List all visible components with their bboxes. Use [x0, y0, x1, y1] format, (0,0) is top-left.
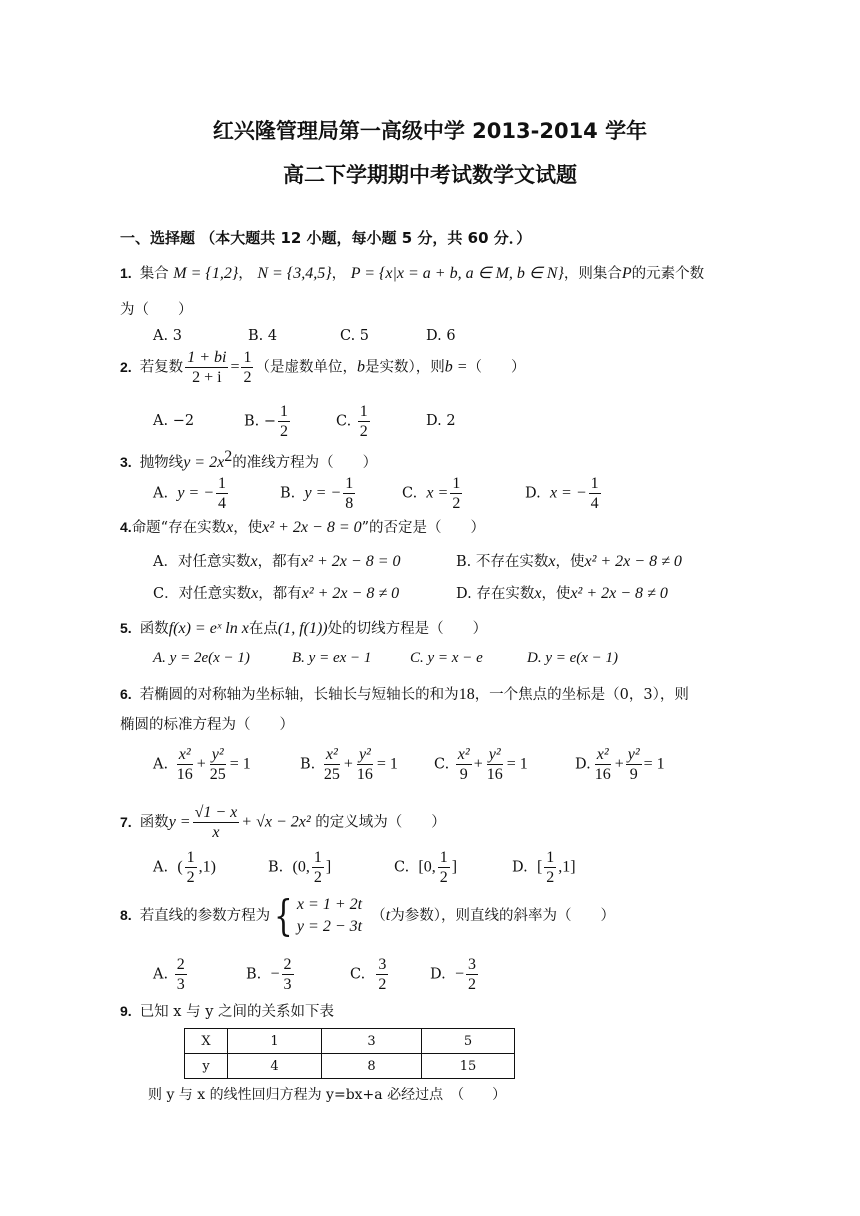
question-7 — [120, 803, 446, 842]
fraction-numerator: y² — [211, 746, 224, 763]
option-fraction — [593, 745, 613, 784]
q7-text: 函数 — [139, 814, 169, 831]
fraction-denominator: 25 — [323, 766, 340, 783]
q3-text: 抛物线 — [139, 454, 184, 471]
q2-text-d: （ ） — [467, 359, 526, 376]
data-table — [184, 1028, 515, 1079]
question-4 — [120, 516, 485, 537]
fraction-numerator: 2 — [176, 956, 185, 973]
plus-sign: + — [343, 755, 353, 773]
fraction-denominator: 2 — [359, 423, 368, 440]
table-row — [185, 1054, 515, 1079]
fraction-denominator: 2 — [439, 869, 448, 886]
fraction-numerator: x² — [178, 746, 191, 763]
question-number: 8. — [120, 907, 132, 923]
table-cell: X — [185, 1029, 228, 1054]
q8-option-d — [430, 955, 480, 994]
section-heading: 一、选择题 （本大题共 12 小题，每小题 5 分，共 60 分．） — [120, 229, 532, 247]
t-symbol: t — [385, 907, 391, 924]
fraction-denominator: 2 — [313, 869, 322, 886]
question-1: 1. 集合 M = {1,2}， N = {3,4,5}， P = {x|x = a + b, a ∈ M, b ∈ N}，则集合P的元素个数 — [120, 265, 705, 282]
fraction-numerator: 1 — [280, 403, 289, 420]
option-lhs: y = − — [177, 484, 215, 502]
fraction-denominator: 2 — [467, 976, 476, 993]
option-fraction — [185, 848, 197, 887]
option-label: D. — [512, 859, 528, 876]
option-text: ，使 — [541, 586, 571, 602]
option-expression: x² + 2x − 8 ≠ 0 — [570, 585, 668, 602]
option-fraction — [544, 848, 556, 887]
fraction-denominator: 4 — [590, 495, 599, 512]
option-fraction — [456, 745, 472, 784]
question-2 — [120, 348, 526, 387]
fraction-denominator: 3 — [283, 976, 292, 993]
fraction-numerator: 3 — [378, 956, 387, 973]
option-label: C. — [434, 756, 450, 773]
sum-value: 18 — [458, 686, 475, 703]
x-symbol: x — [251, 585, 259, 602]
question-number: 2. — [120, 358, 132, 375]
equation-row: y = 2 − 3t — [296, 918, 363, 935]
fraction-numerator: 1 + bi — [187, 349, 227, 366]
q2-option-a: A. −2 — [153, 413, 195, 429]
q6-option-b — [300, 745, 398, 784]
equals-one: = 1 — [506, 755, 528, 773]
q2-text: 若复数 — [139, 359, 184, 376]
fraction-numerator: y² — [488, 746, 501, 763]
q4-option-b — [456, 550, 682, 571]
fraction-numerator: 3 — [467, 956, 476, 973]
option-text: ，使 — [555, 554, 585, 570]
option-lhs: x = — [426, 484, 449, 502]
question-number: 5. — [120, 620, 132, 636]
option-fraction — [438, 848, 450, 887]
interval-close: ] — [451, 858, 458, 876]
fraction-numerator: 1 — [218, 475, 227, 492]
q5-option-a: A. y = 2e(x − 1) — [153, 650, 250, 666]
fraction-denominator: 9 — [459, 766, 468, 783]
option-fraction — [278, 402, 290, 441]
point-expression: (1, f(1)) — [277, 620, 328, 637]
question-number: 1. — [120, 265, 132, 281]
q3-option-b — [280, 474, 357, 513]
sign: − — [270, 965, 280, 983]
option-label: C. — [350, 966, 366, 983]
option-lhs: x = − — [549, 484, 587, 502]
root-fraction — [193, 803, 240, 842]
interval-close: ,1) — [198, 858, 216, 876]
option-label: C. — [402, 485, 418, 502]
q2-text-b: （是虚数单位， — [255, 359, 357, 376]
interval-close: ] — [325, 858, 332, 876]
equals-sign: = — [230, 358, 240, 376]
fraction-numerator: y² — [627, 746, 640, 763]
q5-option-c: C. y = x − e — [410, 650, 483, 666]
question-number: 9. — [120, 1003, 132, 1019]
option-text: B. 不存在实数 — [456, 554, 549, 570]
parabola-expression: y = 2x — [183, 453, 225, 471]
option-text: ，都有 — [257, 554, 302, 570]
option-fraction — [312, 848, 324, 887]
q1-option-a: A. 3 — [153, 328, 182, 344]
fraction-denominator: 25 — [209, 766, 226, 783]
option-expression: x² + 2x − 8 ≠ 0 — [301, 585, 400, 602]
option-label: C. — [394, 859, 410, 876]
q9-after-text: 则 y 与 x 的线性回归方程为 y=bx+a 必经过点 （ ） — [148, 1087, 507, 1103]
option-label: D. — [525, 485, 541, 502]
fraction-denominator: 16 — [486, 766, 503, 783]
table-cell: 15 — [422, 1054, 515, 1079]
fraction-denominator: 8 — [345, 495, 354, 512]
function-expression: f(x) = eˣ ln x — [168, 620, 249, 637]
table-cell: 8 — [322, 1054, 422, 1079]
b-equals: b = — [444, 358, 468, 376]
option-label: B. — [246, 966, 262, 983]
option-fraction — [485, 745, 505, 784]
table-row — [185, 1029, 515, 1054]
option-fraction — [322, 745, 342, 784]
x-symbol: x — [226, 519, 234, 536]
q8-option-b — [246, 955, 296, 994]
table-cell: 5 — [422, 1029, 515, 1054]
q3-option-a — [153, 474, 230, 513]
equation: x² + 2x − 8 = 0 — [262, 519, 362, 536]
fraction-denominator: 2 — [280, 423, 289, 440]
option-fraction — [376, 955, 388, 994]
fraction-denominator: 9 — [629, 766, 638, 783]
b-symbol: b — [356, 358, 365, 376]
option-fraction — [216, 474, 228, 513]
q7-text-b: 的定义域为（ ） — [315, 814, 446, 831]
fraction-numerator: 1 — [439, 849, 448, 866]
set-m: M = {1,2} — [173, 265, 239, 282]
option-label: A. — [153, 485, 169, 502]
fraction-denominator: x — [212, 824, 220, 841]
equals-one: = 1 — [229, 755, 251, 773]
q6-text: 若椭圆的对称轴为坐标轴，长轴长与短轴长的和为 — [139, 687, 459, 703]
fraction-numerator: √1 − x — [194, 804, 238, 821]
option-text: A．对任意实数 — [153, 554, 251, 570]
option-fraction — [282, 955, 294, 994]
question-6 — [120, 683, 689, 704]
option-fraction — [466, 955, 478, 994]
table-cell: 4 — [228, 1054, 322, 1079]
q7-option-c — [394, 848, 457, 887]
option-label: B. — [280, 485, 296, 502]
q3-text-b: 的准线方程为（ ） — [232, 454, 378, 471]
q1-option-d: D. 6 — [426, 328, 456, 344]
exam-title-line2: 高二下学期期中考试数学文试题 — [283, 163, 577, 187]
parametric-system — [270, 891, 363, 940]
q8-text: 若直线的参数方程为 — [139, 908, 271, 924]
fraction-numerator: 1 — [452, 475, 461, 492]
fraction-denominator: 2 + i — [192, 369, 222, 386]
fraction-denominator: 2 — [243, 369, 252, 386]
q2-option-d: D. 2 — [426, 413, 456, 429]
x-symbol: x — [250, 553, 258, 570]
question-number: 6. — [120, 686, 132, 702]
q4-option-d — [456, 582, 668, 603]
option-text: D. 存在实数 — [456, 586, 535, 602]
q6-option-d — [575, 745, 665, 784]
brace-icon: { — [274, 891, 293, 940]
q7-option-a — [153, 848, 216, 887]
q2-option-b — [244, 402, 292, 441]
fraction-numerator: 1 — [345, 475, 354, 492]
option-label: A. — [153, 966, 169, 983]
q8-text-b: （ — [371, 908, 386, 924]
q3-option-c — [402, 474, 464, 513]
interval-open: ( — [177, 858, 183, 876]
interval-close: ,1] — [558, 858, 576, 876]
q2-text-c: 是实数），则 — [364, 359, 445, 376]
fraction-numerator: x² — [596, 746, 609, 763]
table-cell: 3 — [322, 1029, 422, 1054]
q7-option-d — [512, 848, 576, 887]
q1-text-c: 的元素个数 — [631, 266, 705, 282]
fraction-numerator: y² — [358, 746, 371, 763]
fraction-denominator: 16 — [356, 766, 373, 783]
q9-text: 已知 x 与 y 之间的关系如下表 — [139, 1004, 334, 1020]
q1-text-b: ，则集合 — [563, 266, 622, 282]
q5-text-c: 处的切线方程是（ ） — [327, 621, 488, 637]
question-3: 3. 抛物线$y = 2x^2$的准线方程为（ ） — [120, 448, 378, 471]
question-number: 3. — [120, 453, 132, 470]
sign: − — [454, 965, 464, 983]
fraction-numerator: 1 — [359, 403, 368, 420]
option-fraction — [343, 474, 355, 513]
option-label: D. — [575, 756, 591, 773]
exam-title-line1: 红兴隆管理局第一高级中学 2013-2014 学年 — [212, 119, 648, 143]
fraction-numerator: 1 — [243, 349, 252, 366]
option-text: C．对任意实数 — [153, 586, 252, 602]
option-label: D. — [430, 966, 446, 983]
q8-text-c: 为参数），则直线的斜率为（ ） — [390, 908, 615, 924]
option-fraction — [589, 474, 601, 513]
fraction-numerator: 1 — [186, 849, 195, 866]
option-label: B. − — [244, 413, 277, 430]
q1-text-d: 为（ ） — [120, 302, 193, 318]
option-fraction — [175, 955, 187, 994]
q4-text-c: ”的否定是（ ） — [361, 520, 486, 536]
option-fraction — [450, 474, 462, 513]
interval-open: (0, — [292, 858, 310, 876]
option-text: ，都有 — [258, 586, 302, 602]
option-label: A. — [153, 859, 169, 876]
set-p: P = {x|x = a + b, a ∈ M, b ∈ N} — [350, 265, 564, 282]
q2-option-c — [336, 402, 372, 441]
complex-fraction — [185, 348, 228, 387]
fraction-denominator: 4 — [218, 495, 227, 512]
question-number: 4. — [120, 519, 132, 535]
q4-text-b: ，使 — [233, 520, 263, 536]
q6-text-c: 椭圆的标准方程为（ ） — [120, 717, 294, 733]
option-fraction — [208, 745, 228, 784]
set-n: N = {3,4,5} — [257, 265, 332, 282]
q3-option-d — [525, 474, 603, 513]
equation-row: x = 1 + 2t — [296, 896, 363, 913]
equals-one: = 1 — [376, 755, 398, 773]
option-expression: x² + 2x − 8 = 0 — [301, 553, 401, 570]
interval-open: [ — [536, 858, 543, 876]
table-cell: y — [185, 1054, 228, 1079]
q1-text: 集合 — [139, 266, 169, 282]
fraction-denominator: 3 — [176, 976, 185, 993]
question-8 — [120, 891, 615, 940]
y-equals: y = — [168, 813, 191, 831]
root-term: + √x − 2x² — [241, 813, 311, 831]
q6-option-c — [434, 745, 528, 784]
equals-one: = 1 — [643, 755, 665, 773]
q1-option-c: C. 5 — [340, 328, 370, 344]
q5-option-b: B. y = ex − 1 — [292, 650, 372, 666]
option-label: B. — [300, 756, 316, 773]
option-label: C. — [336, 413, 352, 430]
fraction-denominator: 16 — [594, 766, 611, 783]
plus-sign: + — [614, 755, 624, 773]
table-cell: 1 — [228, 1029, 322, 1054]
option-label: B. — [268, 859, 284, 876]
q4-option-c — [153, 582, 399, 603]
q5-option-d: D. y = e(x − 1) — [527, 650, 619, 666]
q1-option-b: B. 4 — [248, 328, 278, 344]
q5-text: 函数 — [139, 621, 169, 637]
question-9 — [120, 1000, 334, 1021]
q6-option-a — [153, 745, 251, 784]
plus-sign: + — [196, 755, 206, 773]
x-symbol: x — [534, 585, 542, 602]
fraction-numerator: 1 — [590, 475, 599, 492]
fraction-denominator: 16 — [176, 766, 193, 783]
p-symbol: P — [621, 265, 632, 282]
option-label: A. — [153, 756, 169, 773]
q7-option-b — [268, 848, 331, 887]
half-fraction — [241, 348, 253, 387]
option-fraction — [175, 745, 195, 784]
q8-option-a — [153, 955, 189, 994]
plus-sign: + — [473, 755, 483, 773]
q5-text-b: 在点 — [248, 621, 278, 637]
option-fraction — [626, 745, 642, 784]
q6-text-b: ，一个焦点的坐标是（0，3），则 — [474, 687, 689, 703]
fraction-numerator: 1 — [546, 849, 555, 866]
q4-option-a — [153, 550, 400, 571]
fraction-denominator: 2 — [546, 869, 555, 886]
option-lhs: y = − — [304, 484, 342, 502]
fraction-denominator: 2 — [378, 976, 387, 993]
fraction-denominator: 2 — [186, 869, 195, 886]
q4-text: 命题“存在实数 — [131, 520, 227, 536]
fraction-numerator: x² — [325, 746, 338, 763]
fraction-numerator: x² — [457, 746, 470, 763]
interval-open: [0, — [418, 858, 436, 876]
option-expression: x² + 2x − 8 ≠ 0 — [584, 553, 682, 570]
option-fraction — [355, 745, 375, 784]
q8-option-c — [350, 955, 390, 994]
fraction-numerator: 1 — [313, 849, 322, 866]
fraction-numerator: 2 — [283, 956, 292, 973]
option-fraction — [358, 402, 370, 441]
question-5 — [120, 617, 487, 638]
x-symbol: x — [548, 553, 556, 570]
fraction-denominator: 2 — [452, 495, 461, 512]
question-number: 7. — [120, 813, 132, 830]
